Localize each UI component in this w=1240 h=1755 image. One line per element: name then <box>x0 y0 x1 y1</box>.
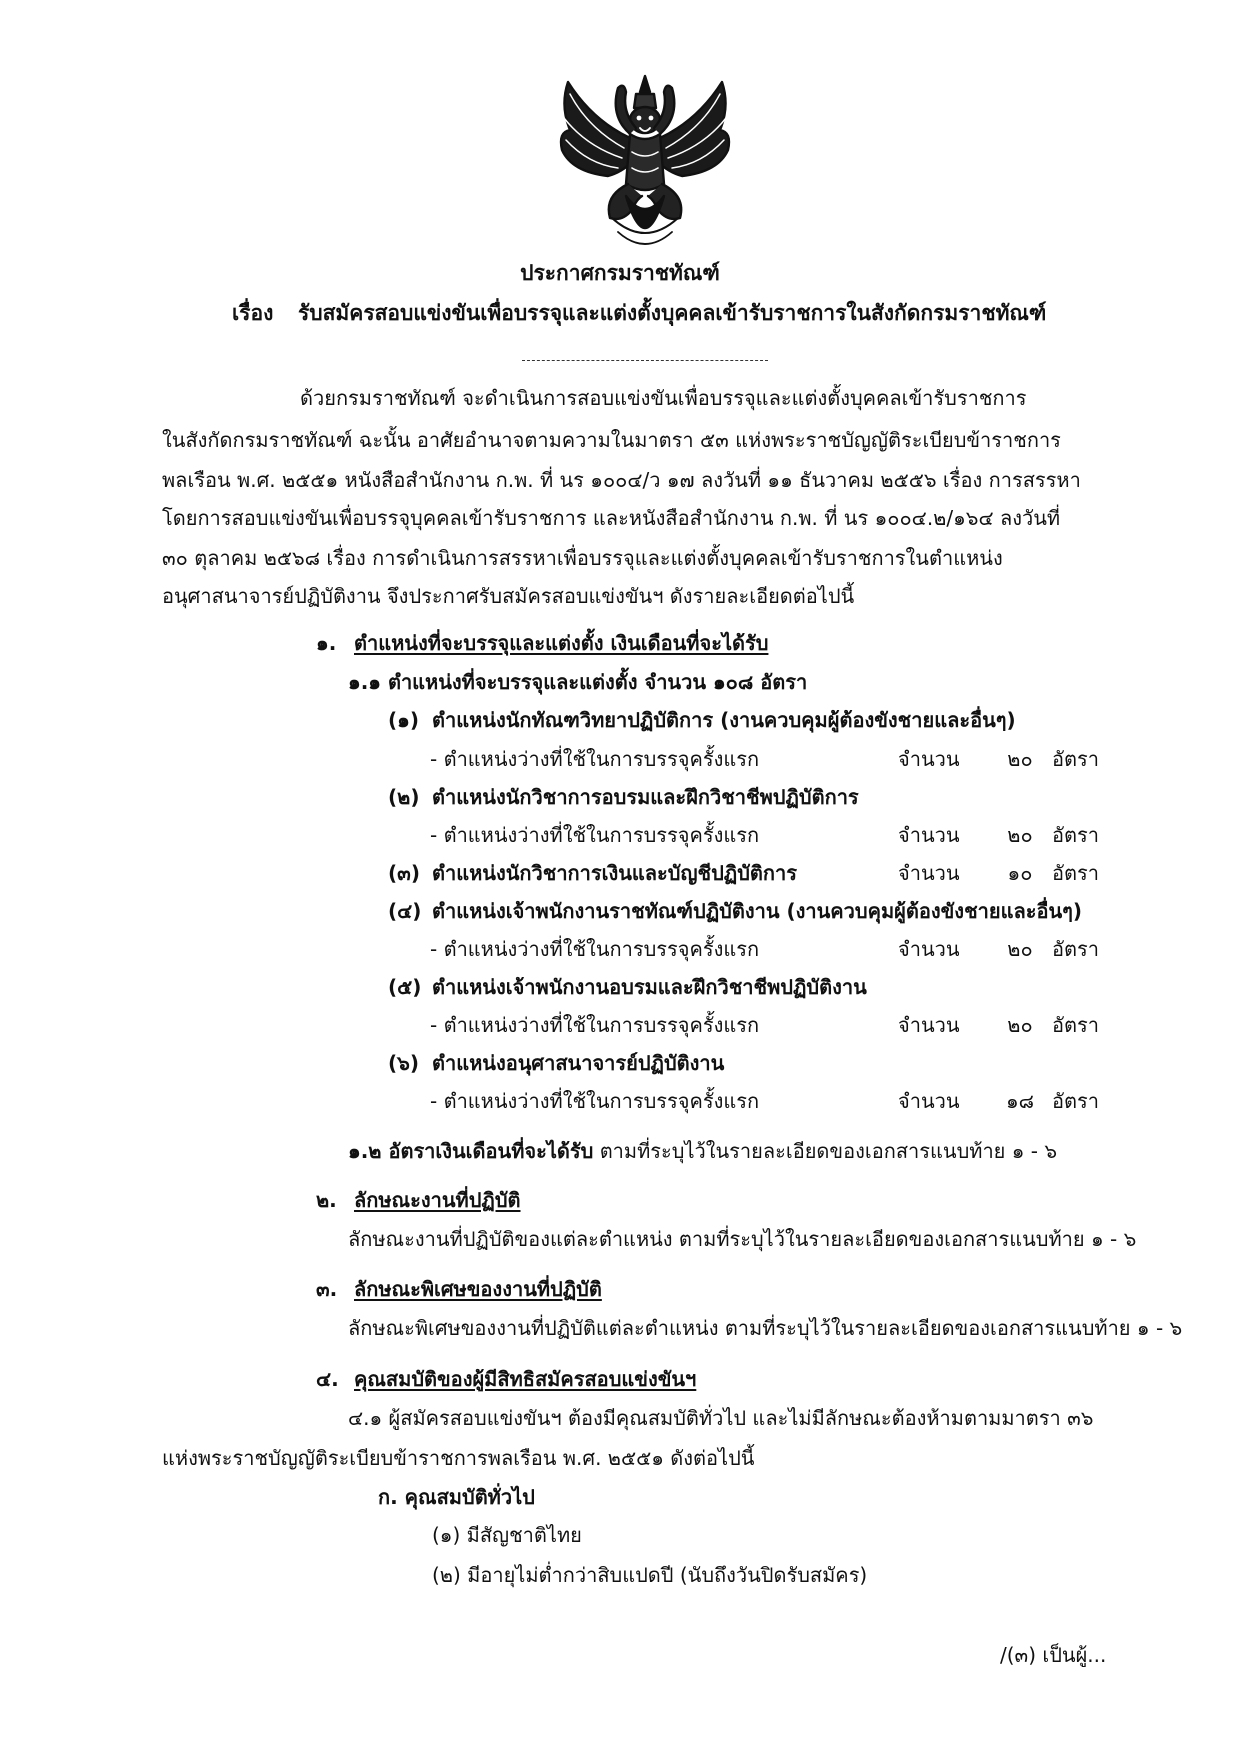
count-unit: อัตรา <box>1052 747 1099 771</box>
section3-heading: ลักษณะพิเศษของงานที่ปฏิบัติ <box>354 1277 602 1301</box>
count-unit: อัตรา <box>1052 1013 1099 1037</box>
vacancy-label: - ตำแหน่งว่างที่ใช้ในการบรรจุครั้งแรก <box>430 1089 760 1113</box>
section4-para: ๔.๑ ผู้สมัครสอบแข่งขันฯ ต้องมีคุณสมบัติทั่วไป และไม่มีลักษณะต้องห้ามตามมาตรา ๓๖ <box>348 1406 1094 1430</box>
section1-sub2 <box>348 1136 1057 1166</box>
section2-heading: ลักษณะงานที่ปฏิบัติ <box>354 1188 521 1212</box>
intro-line: ด้วยกรมราชทัณฑ์ จะดำเนินการสอบแข่งขันเพื่อบรรจุและแต่งตั้งบุคคลเข้ารับราชการ <box>300 386 1027 410</box>
position-number: (๒) <box>388 785 420 809</box>
count-value: ๑๘ <box>1005 1089 1035 1113</box>
section1-number: ๑. <box>316 631 337 655</box>
section4-para-cont: แห่งพระราชบัญญัติระเบียบข้าราชการพลเรือน พ.ศ. ๒๕๕๑ ดังต่อไปนี้ <box>162 1446 755 1470</box>
position-title: ตำแหน่งเจ้าพนักงานอบรมและฝึกวิชาชีพปฏิบัติงาน <box>432 975 867 999</box>
general-qualifications-label: ก. คุณสมบัติทั่วไป <box>378 1485 535 1509</box>
position-title: ตำแหน่งเจ้าพนักงานราชทัณฑ์ปฏิบัติงาน (งานควบคุมผู้ต้องขังชายและอื่นๆ) <box>432 899 1083 923</box>
page-continuation: /(๓) เป็นผู้... <box>1000 1643 1107 1667</box>
count-word: จำนวน <box>898 861 960 885</box>
position-title: ตำแหน่งอนุศาสนาจารย์ปฏิบัติงาน <box>432 1051 725 1075</box>
section4-number: ๔. <box>316 1367 339 1391</box>
vacancy-label: - ตำแหน่งว่างที่ใช้ในการบรรจุครั้งแรก <box>430 1013 760 1037</box>
section1-sub1: ๑.๑ ตำแหน่งที่จะบรรจุและแต่งตั้ง จำนวน ๑๐๘ อัตรา <box>348 670 808 694</box>
position-title: ตำแหน่งนักทัณฑวิทยาปฏิบัติการ (งานควบคุมผู้ต้องขังชายและอื่นๆ) <box>432 708 1016 732</box>
position-number: (๑) <box>388 708 419 732</box>
count-unit: อัตรา <box>1052 1089 1099 1113</box>
count-word: จำนวน <box>898 937 960 961</box>
count-word: จำนวน <box>898 747 960 771</box>
count-word: จำนวน <box>898 1089 960 1113</box>
intro-line: ในสังกัดกรมราชทัณฑ์ ฉะนั้น อาศัยอำนาจตามความในมาตรา ๕๓ แห่งพระราชบัญญัติระเบียบข้าราชการ <box>162 428 1061 452</box>
position-number: (๓) <box>388 861 420 885</box>
section1-heading: ตำแหน่งที่จะบรรจุและแต่งตั้ง เงินเดือนที่จะได้รับ <box>354 631 769 655</box>
section3-text: ลักษณะพิเศษของงานที่ปฏิบัติแต่ละตำแหน่ง ตามที่ระบุไว้ในรายละเอียดของเอกสารแนบท้าย ๑ - ๖ <box>348 1316 1183 1340</box>
vacancy-label: - ตำแหน่งว่างที่ใช้ในการบรรจุครั้งแรก <box>430 823 760 847</box>
intro-line: อนุศาสนาจารย์ปฏิบัติงาน จึงประกาศรับสมัครสอบแข่งขันฯ ดังรายละเอียดต่อไปนี้ <box>162 584 855 608</box>
position-number: (๖) <box>388 1051 419 1075</box>
qualification-item: (๑) มีสัญชาติไทย <box>432 1523 582 1547</box>
count-value: ๒๐ <box>1007 1013 1033 1037</box>
count-value: ๒๐ <box>1007 823 1033 847</box>
position-title: ตำแหน่งนักวิชาการอบรมและฝึกวิชาชีพปฏิบัติการ <box>432 785 859 809</box>
section1-sub2-text: ตามที่ระบุไว้ในรายละเอียดของเอกสารแนบท้าย ๑ - ๖ <box>599 1139 1058 1163</box>
position-number: (๔) <box>388 899 422 923</box>
subject-text: รับสมัครสอบแข่งขันเพื่อบรรจุและแต่งตั้งบุคคลเข้ารับราชการในสังกัดกรมราชทัณฑ์ <box>298 301 1047 325</box>
count-unit: อัตรา <box>1052 937 1099 961</box>
section3-number: ๓. <box>316 1277 338 1301</box>
section2-text: ลักษณะงานที่ปฏิบัติของแต่ละตำแหน่ง ตามที่ระบุไว้ในรายละเอียดของเอกสารแนบท้าย ๑ - ๖ <box>348 1227 1137 1251</box>
count-value: ๒๐ <box>1007 747 1033 771</box>
count-word: จำนวน <box>898 823 960 847</box>
position-number: (๕) <box>388 975 422 999</box>
intro-line: ๓๐ ตุลาคม ๒๕๖๘ เรื่อง การดำเนินการสรรหาเพื่อบรรจุและแต่งตั้งบุคคลเข้ารับราชการในตำแหน่ง <box>162 546 1003 570</box>
count-unit: อัตรา <box>1052 823 1099 847</box>
count-value: ๒๐ <box>1007 937 1033 961</box>
announcement-title: ประกาศกรมราชทัณฑ์ <box>520 261 720 285</box>
title-divider <box>522 360 768 361</box>
count-word: จำนวน <box>898 1013 960 1037</box>
count-value: ๑๐ <box>1007 861 1033 885</box>
intro-line: พลเรือน พ.ศ. ๒๕๕๑ หนังสือสำนักงาน ก.พ. ที่ นร ๑๐๐๔/ว ๑๗ ลงวันที่ ๑๑ ธันวาคม ๒๕๕๖ เรื่อง การสรรหา <box>162 468 1081 492</box>
vacancy-label: - ตำแหน่งว่างที่ใช้ในการบรรจุครั้งแรก <box>430 937 760 961</box>
count-unit: อัตรา <box>1052 861 1099 885</box>
vacancy-label: - ตำแหน่งว่างที่ใช้ในการบรรจุครั้งแรก <box>430 747 760 771</box>
garuda-emblem <box>552 72 738 260</box>
section1-sub2-label: ๑.๒ อัตราเงินเดือนที่จะได้รับ <box>348 1139 594 1163</box>
section4-heading: คุณสมบัติของผู้มีสิทธิสมัครสอบแข่งขันฯ <box>354 1367 697 1391</box>
qualification-item: (๒) มีอายุไม่ต่ำกว่าสิบแปดปี (นับถึงวันปิดรับสมัคร) <box>432 1563 868 1587</box>
subject-label: เรื่อง <box>232 301 274 325</box>
section2-number: ๒. <box>316 1188 337 1212</box>
position-title: ตำแหน่งนักวิชาการเงินและบัญชีปฏิบัติการ <box>432 861 797 885</box>
intro-line: โดยการสอบแข่งขันเพื่อบรรจุบุคคลเข้ารับราชการ และหนังสือสำนักงาน ก.พ. ที่ นร ๑๐๐๔.๒/๑๖๔ ลงวันที่ <box>162 506 1061 530</box>
